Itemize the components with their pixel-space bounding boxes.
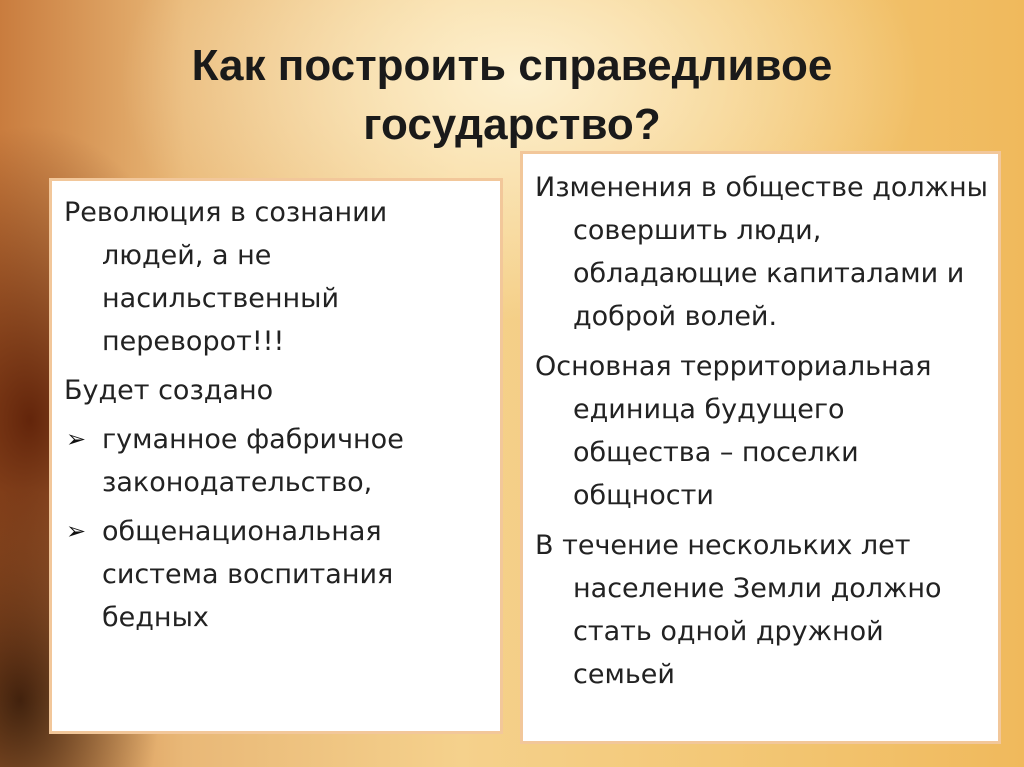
bullet-item — [64, 510, 490, 639]
right-paragraph: Основная территориальная единица будущего общества – поселки общности — [535, 351, 932, 511]
arrow-bullet-icon: ➢ — [66, 425, 87, 453]
arrow-bullet-icon: ➢ — [66, 517, 87, 545]
right-paragraph: В течение нескольких лет население Земли должно стать одной дружной семьей — [535, 530, 942, 690]
left-text-box — [49, 178, 503, 734]
bullet-text: гуманное фабричное законодательство, — [102, 424, 404, 498]
slide-title-line-2: государство? — [363, 100, 661, 149]
slide-title-line-1: Как построить справедливое — [191, 41, 833, 90]
right-paragraph: Изменения в обществе должны совершить люди, обладающие капиталами и доброй волей. — [535, 172, 988, 332]
slide-title — [0, 36, 1024, 154]
bullet-text: общенациональная система воспитания бедных — [102, 516, 394, 633]
left-intro-text: Революция в сознании людей, а не насильственный переворот!!! — [64, 197, 388, 357]
right-text-box — [520, 151, 1001, 744]
bullet-item — [64, 418, 490, 504]
left-subheading: Будет создано — [64, 375, 274, 406]
